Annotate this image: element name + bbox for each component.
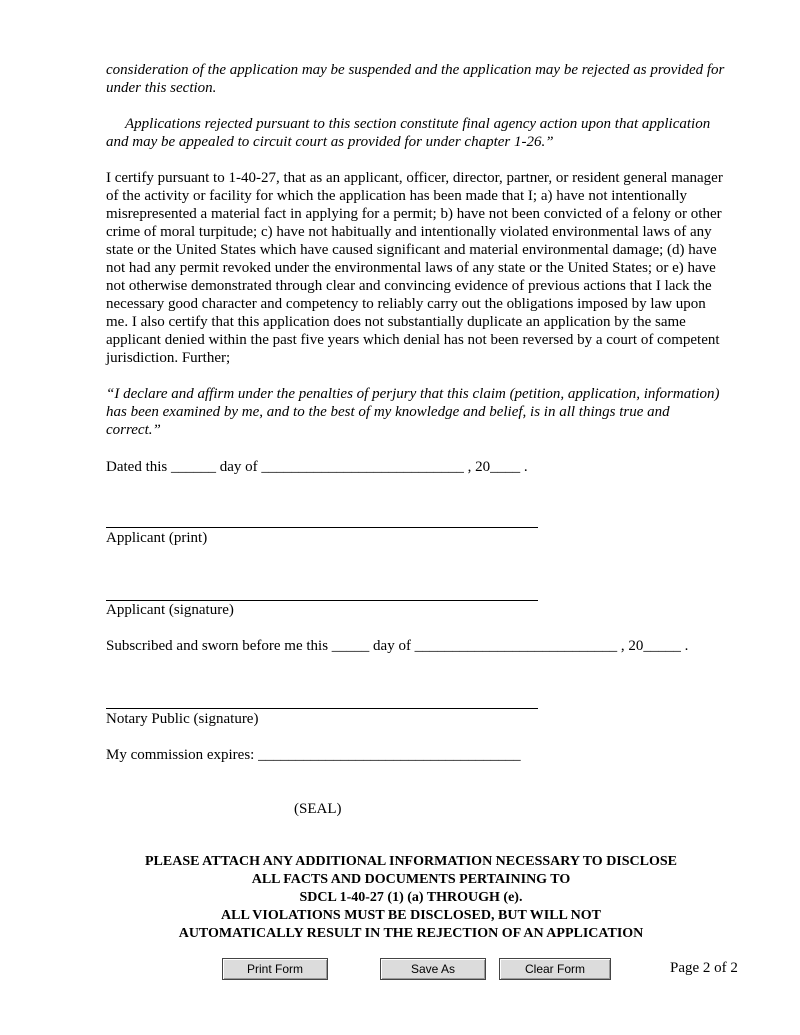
page-number: Page 2 of 2 <box>670 960 738 976</box>
seal-label: (SEAL) <box>294 801 342 817</box>
intro-continuation-paragraph: consideration of the application may be suspended and the application may be rejected as provided for under this section. <box>106 62 725 96</box>
notice-line: SDCL 1-40-27 (1) (a) THROUGH (e). <box>299 890 523 905</box>
notice-line: ALL VIOLATIONS MUST BE DISCLOSED, BUT WILL NOT <box>221 908 601 923</box>
print-form-button[interactable]: Print Form <box>222 958 328 980</box>
notary-signature-line[interactable] <box>106 708 538 709</box>
notice-line: PLEASE ATTACH ANY ADDITIONAL INFORMATION NECESSARY TO DISCLOSE <box>144 854 677 869</box>
certification-paragraph: I certify pursuant to 1-40-27, that as an applicant, officer, director, partner, or resident general manager of the activity or facility for which the application has been made that I; a) have not intentionally misrepresented a material fact in applying for a permit; b) have not been convicted of a felony or other crime of moral turpitude; c) have not habitually and intentionally violated environmental laws of any state or the United States which have caused significant and material environmental damage; (d) have not had any permit revoked under the environmental laws of any state or the United States; or e) have not otherwise demonstrated through clear and convincing evidence of previous actions that I lack the necessary good character and competency to reliably carry out the obligations imposed by law upon me. I also certify that this application does not substantially duplicate an application by the same applicant denied within the past five years which denial has not been reversed by a court of competent jurisdiction. Further; <box>106 170 723 366</box>
notary-signature-label: Notary Public (signature) <box>106 711 259 727</box>
save-as-button[interactable]: Save As <box>380 958 486 980</box>
clear-form-button[interactable]: Clear Form <box>499 958 611 980</box>
dated-line[interactable]: Dated this ______ day of ___________________________ , 20____ . <box>106 459 528 475</box>
declaration-paragraph: “I declare and affirm under the penalties of perjury that this claim (petition, application, information) has been examined by me, and to the best of my knowledge and belief, is in all things true and correct.” <box>106 386 720 438</box>
disclosure-notice <box>0 853 800 943</box>
rejection-paragraph: Applications rejected pursuant to this section constitute final agency action upon that application and may be appealed to circuit court as provided for under chapter 1-26.” <box>106 116 711 150</box>
commission-expires-line[interactable]: My commission expires: ___________________________________ <box>106 747 521 763</box>
applicant-print-label: Applicant (print) <box>106 530 208 546</box>
notice-line: AUTOMATICALLY RESULT IN THE REJECTION OF AN APPLICATION <box>178 926 644 941</box>
applicant-print-line[interactable] <box>106 527 538 528</box>
applicant-signature-label: Applicant (signature) <box>106 602 234 618</box>
subscribed-line[interactable]: Subscribed and sworn before me this _____ day of ___________________________ , 20_____ . <box>106 638 689 654</box>
notice-line: ALL FACTS AND DOCUMENTS PERTAINING TO <box>251 872 571 887</box>
